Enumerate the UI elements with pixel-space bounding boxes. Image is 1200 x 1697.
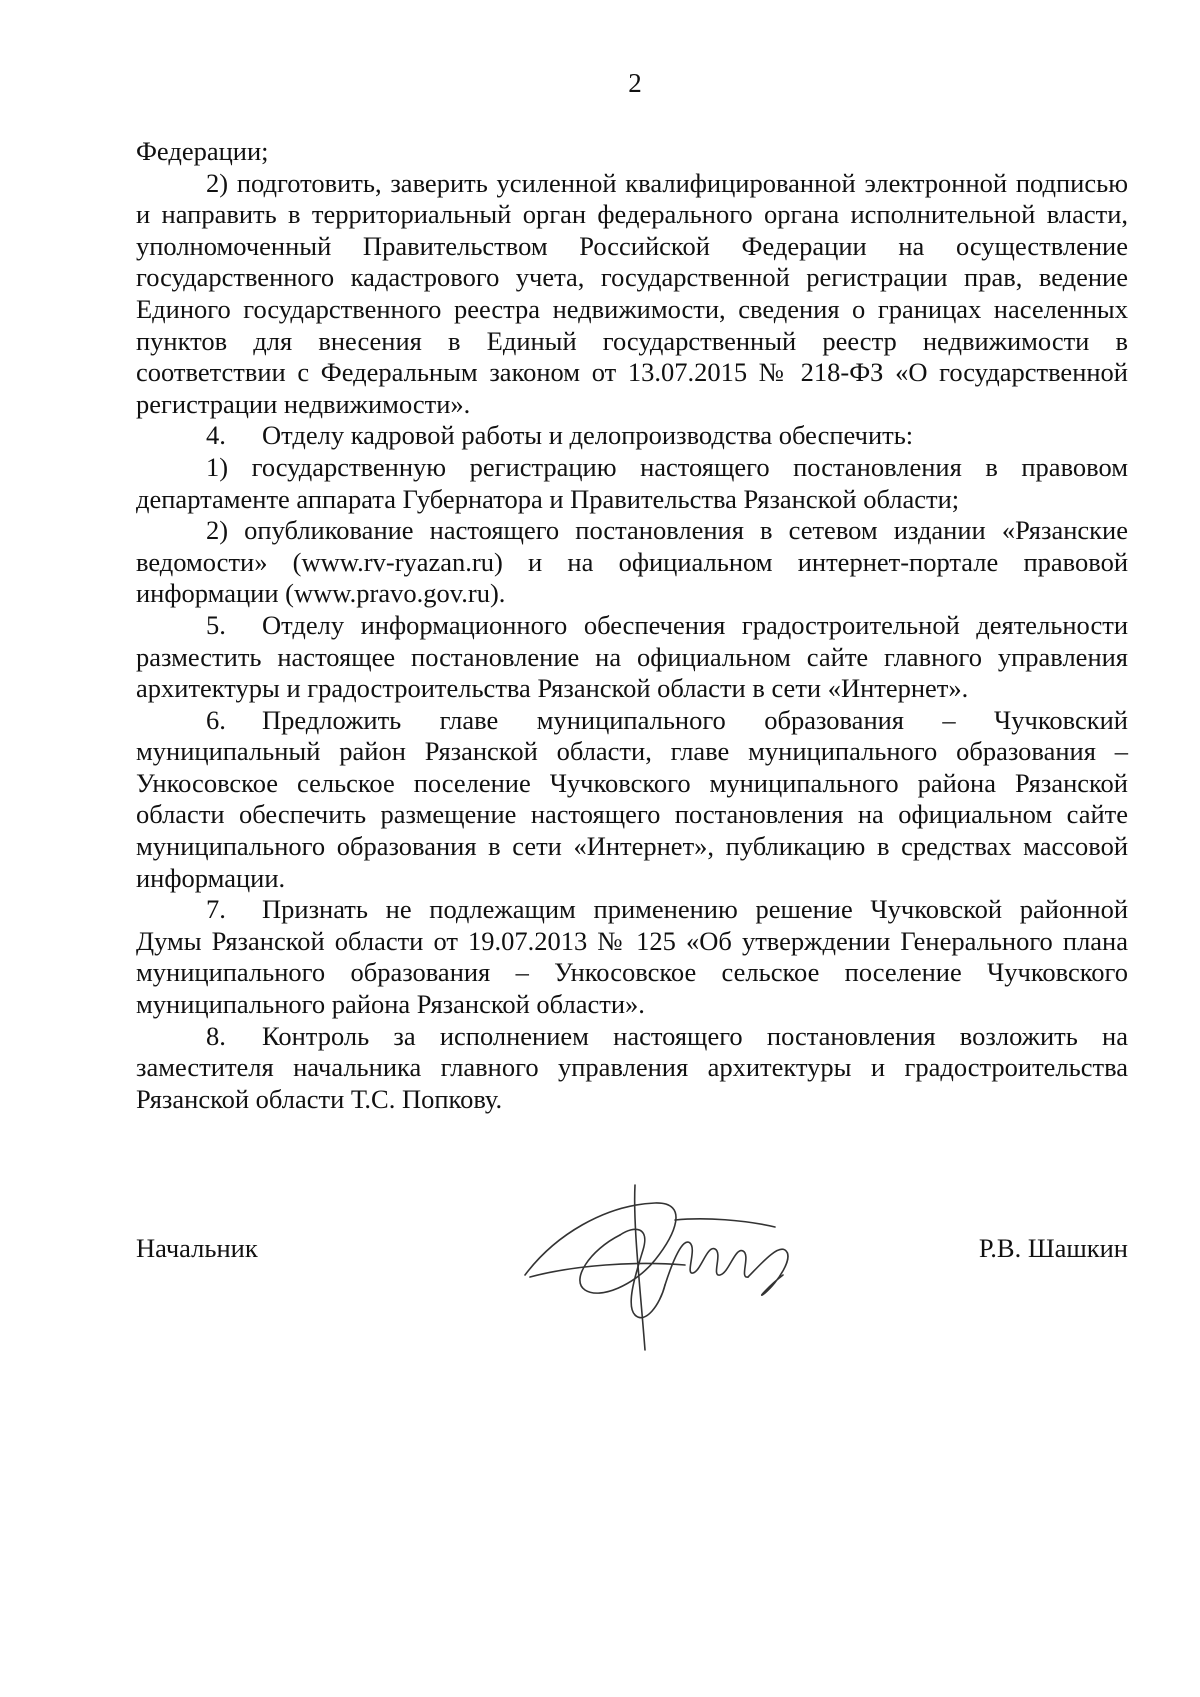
handwritten-signature-icon	[515, 1165, 835, 1355]
paragraph	[136, 136, 1128, 168]
paragraph-text: Предложить главе муниципального образования – Чучковский муниципальный район Рязанской области, главе муниципального образования – Ункосовское сельское поселение Чучковского муниципального района Рязанской области обеспечить размещение настоящего постановления на официальном сайте муниципального образования в сети «Интернет», публикацию в средствах массовой информации.	[136, 704, 1128, 893]
paragraph-number: 7.	[206, 894, 226, 925]
signatory-title: Начальник	[136, 1233, 258, 1263]
paragraph	[136, 452, 1128, 515]
numbered-paragraph	[136, 705, 1128, 895]
paragraph-number: 5.	[206, 609, 226, 640]
numbered-paragraph	[136, 610, 1128, 705]
paragraph-text: 2) опубликование настоящего постановления в сетевом издании «Рязанские ведомости» (www.rv-ryazan.ru) и на официальном интернет-портале правовой информации (www.pravo.gov.ru).	[136, 515, 1128, 609]
paragraph-number: 6.	[206, 704, 226, 735]
paragraph-number: 4.	[206, 420, 226, 451]
paragraph-text: Отделу информационного обеспечения градостроительной деятельности разместить настоящее постановление на официальном сайте главного управления архитектуры и градостроительства Рязанской области в сети «Интернет».	[136, 609, 1128, 704]
paragraph-text: 2) подготовить, заверить усиленной квалифицированной электронной подписью и направить в территориальный орган федерального органа исполнительной власти, уполномоченный Правительством Российской Федерации на осуществление государственного кадастрового учета, государственной регистрации прав, ведение Единого государственного реестра недвижимости, сведения о границах населенных пунктов для внесения в Единый государственный реестр недвижимости в соответствии с Федеральным законом от 13.07.2015 № 218-ФЗ «О государственной регистрации недвижимости».	[136, 167, 1128, 419]
paragraph-text: 1) государственную регистрацию настоящего постановления в правовом департаменте аппарата Губернатора и Правительства Рязанской области;	[136, 451, 1128, 514]
paragraph-number: 8.	[206, 1020, 226, 1051]
paragraph-text: Отделу кадровой работы и делопроизводства обеспечить:	[262, 420, 914, 451]
page-number: 2	[628, 68, 642, 98]
numbered-paragraph	[136, 1021, 1128, 1116]
paragraph-text: Контроль за исполнением настоящего постановления возложить на заместителя начальника главного управления архитектуры и градостроительства Рязанской области Т.С. Попкову.	[136, 1020, 1128, 1114]
numbered-paragraph	[136, 420, 1128, 452]
document-body	[136, 136, 1128, 1115]
paragraph	[136, 168, 1128, 421]
paragraph-text: Признать не подлежащим применению решение Чучковской районной Думы Рязанской области от 19.07.2013 № 125 «Об утверждении Генерального плана муниципального образования – Ункосовское сельское поселение Чучковского муниципального района Рязанской области».	[136, 894, 1128, 1020]
numbered-paragraph	[136, 894, 1128, 1020]
paragraph-text: Федерации;	[136, 136, 269, 166]
paragraph	[136, 515, 1128, 610]
signatory-name: Р.В. Шашкин	[978, 1233, 1128, 1263]
